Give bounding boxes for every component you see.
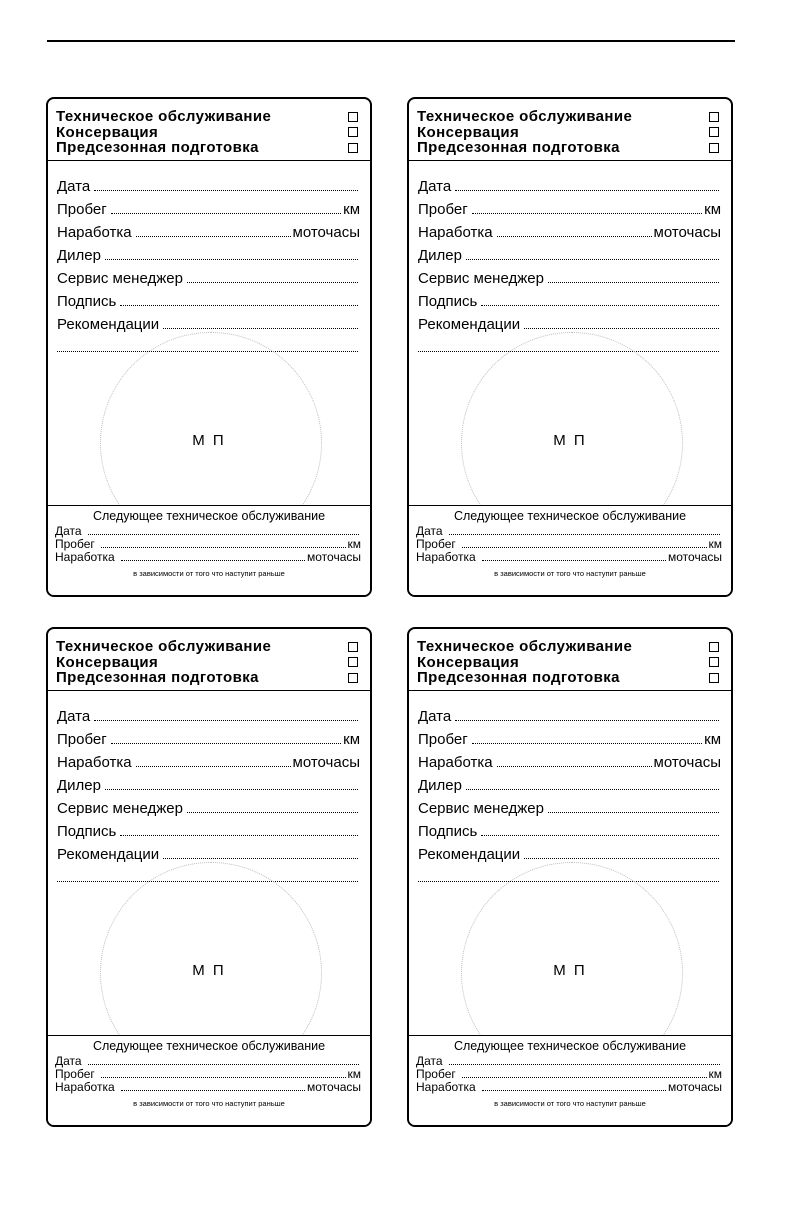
fill-line[interactable] [524,328,719,329]
stamp-label: М П [192,962,226,979]
checkbox-icon[interactable] [348,127,358,137]
service-card [46,627,372,1127]
field-manager[interactable]: Сервис менеджер [418,794,721,817]
field-hours[interactable]: Наработка моточасы [57,224,360,241]
fill-line[interactable] [548,812,719,813]
checkbox-icon[interactable] [348,673,358,683]
field-date[interactable]: Дата [57,702,360,725]
fill-line[interactable] [136,766,291,767]
option-maintenance[interactable]: Техническое обслуживание [56,639,360,655]
field-hours[interactable]: Наработка моточасы [418,754,721,771]
field-recommendations[interactable]: Рекомендации [57,840,360,863]
fill-line[interactable] [455,190,719,191]
checkbox-icon[interactable] [709,642,719,652]
fill-line[interactable] [105,789,358,790]
fill-line[interactable] [94,190,358,191]
field-dealer[interactable]: Дилер [57,241,360,264]
option-conservation[interactable]: Консервация [56,655,360,671]
field-dealer[interactable]: Дилер [418,241,721,264]
next-service-note: в зависимости от того что наступит раньше [494,1099,646,1108]
next-field-mileage[interactable]: Пробег км [416,1067,722,1081]
next-service-title: Следующее техническое обслуживание [92,509,326,523]
checkbox-icon[interactable] [709,127,719,137]
field-hours[interactable]: Наработка моточасы [57,754,360,771]
checkbox-icon[interactable] [348,642,358,652]
field-manager[interactable]: Сервис менеджер [57,794,360,817]
fill-line[interactable] [163,858,358,859]
option-conservation[interactable]: Консервация [417,125,721,141]
next-field-hours[interactable]: Наработка моточасы [55,550,361,564]
next-field-date[interactable]: Дата [48,1054,370,1067]
next-field-hours[interactable]: Наработка моточасы [416,550,722,564]
fill-line[interactable] [101,1077,346,1078]
checkbox-icon[interactable] [709,112,719,122]
fill-line[interactable] [120,305,358,306]
checkbox-icon[interactable] [709,673,719,683]
service-fields [409,161,731,356]
checkbox-icon[interactable] [348,657,358,667]
next-service-section [409,1035,731,1125]
fill-line[interactable] [462,547,707,548]
fill-line[interactable] [472,743,702,744]
field-signature[interactable]: Подпись [418,287,721,310]
option-preseason[interactable]: Предсезонная подготовка [417,140,721,156]
next-service-title: Следующее техническое обслуживание [92,1039,326,1053]
fill-line[interactable] [455,720,719,721]
option-preseason[interactable]: Предсезонная подготовка [56,140,360,156]
field-mileage[interactable]: Пробег км [418,731,721,748]
fill-line[interactable] [482,560,666,561]
fill-line[interactable] [466,789,719,790]
fill-line[interactable] [449,1064,720,1065]
next-field-mileage[interactable]: Пробег км [55,537,361,551]
next-service-section [48,505,370,595]
option-maintenance[interactable]: Техническое обслуживание [417,639,721,655]
option-maintenance[interactable]: Техническое обслуживание [56,109,360,125]
next-service-note: в зависимости от того что наступит раньше [494,569,646,578]
fill-line[interactable] [481,835,719,836]
next-field-hours[interactable]: Наработка моточасы [416,1080,722,1094]
fill-line[interactable] [101,547,346,548]
next-service-note: в зависимости от того что наступит раньше [133,569,285,578]
fill-line[interactable] [187,812,358,813]
fill-line[interactable] [121,560,305,561]
top-rule [47,40,735,42]
next-field-mileage[interactable]: Пробег км [416,537,722,551]
option-preseason[interactable]: Предсезонная подготовка [56,670,360,686]
service-card [46,97,372,597]
fill-line[interactable] [163,328,358,329]
next-service-section [48,1035,370,1125]
fill-line[interactable] [111,743,341,744]
fill-line[interactable] [524,858,719,859]
next-service-section [409,505,731,595]
service-type-header [48,99,370,161]
field-signature[interactable]: Подпись [57,817,360,840]
fill-line[interactable] [472,213,702,214]
fill-line[interactable] [462,1077,707,1078]
fill-line[interactable] [111,213,341,214]
checkbox-icon[interactable] [348,143,358,153]
field-signature[interactable]: Подпись [57,287,360,310]
field-mileage[interactable]: Пробег км [57,731,360,748]
service-card [407,97,733,597]
service-fields [409,691,731,886]
field-recommendations[interactable]: Рекомендации [57,310,360,333]
service-fields [48,691,370,886]
fill-line[interactable] [88,534,359,535]
next-service-title: Следующее техническое обслуживание [453,1039,687,1053]
field-dealer[interactable]: Дилер [418,771,721,794]
field-date[interactable]: Дата [418,702,721,725]
service-type-header [48,629,370,691]
fill-line[interactable] [482,1090,666,1091]
field-signature[interactable]: Подпись [418,817,721,840]
fill-line[interactable] [105,259,358,260]
next-field-date[interactable]: Дата [48,524,370,537]
next-field-hours[interactable]: Наработка моточасы [55,1080,361,1094]
fill-line[interactable] [466,259,719,260]
field-date[interactable]: Дата [418,172,721,195]
fill-line[interactable] [121,1090,305,1091]
option-conservation[interactable]: Консервация [56,125,360,141]
option-preseason[interactable]: Предсезонная подготовка [417,670,721,686]
field-manager[interactable]: Сервис менеджер [418,264,721,287]
fill-line[interactable] [120,835,358,836]
fill-line[interactable] [481,305,719,306]
fill-line[interactable] [94,720,358,721]
fill-line[interactable] [497,766,652,767]
service-type-header [409,629,731,691]
option-maintenance[interactable]: Техническое обслуживание [417,109,721,125]
checkbox-icon[interactable] [348,112,358,122]
service-card [407,627,733,1127]
fill-line[interactable] [449,534,720,535]
field-dealer[interactable]: Дилер [57,771,360,794]
checkbox-icon[interactable] [709,143,719,153]
field-recommendations[interactable]: Рекомендации [418,840,721,863]
stamp-label: М П [553,432,587,449]
next-service-note: в зависимости от того что наступит раньше [133,1099,285,1108]
field-mileage[interactable]: Пробег км [57,201,360,218]
service-fields [48,161,370,356]
field-mileage[interactable]: Пробег км [418,201,721,218]
field-manager[interactable]: Сервис менеджер [57,264,360,287]
field-hours[interactable]: Наработка моточасы [418,224,721,241]
next-service-title: Следующее техническое обслуживание [453,509,687,523]
field-date[interactable]: Дата [57,172,360,195]
option-conservation[interactable]: Консервация [417,655,721,671]
next-field-date[interactable]: Дата [409,524,731,537]
fill-line[interactable] [548,282,719,283]
fill-line[interactable] [187,282,358,283]
next-field-date[interactable]: Дата [409,1054,731,1067]
service-type-header [409,99,731,161]
field-recommendations[interactable]: Рекомендации [418,310,721,333]
checkbox-icon[interactable] [709,657,719,667]
fill-line[interactable] [88,1064,359,1065]
fill-line[interactable] [497,236,652,237]
next-field-mileage[interactable]: Пробег км [55,1067,361,1081]
stamp-label: М П [553,962,587,979]
fill-line[interactable] [136,236,291,237]
stamp-label: М П [192,432,226,449]
